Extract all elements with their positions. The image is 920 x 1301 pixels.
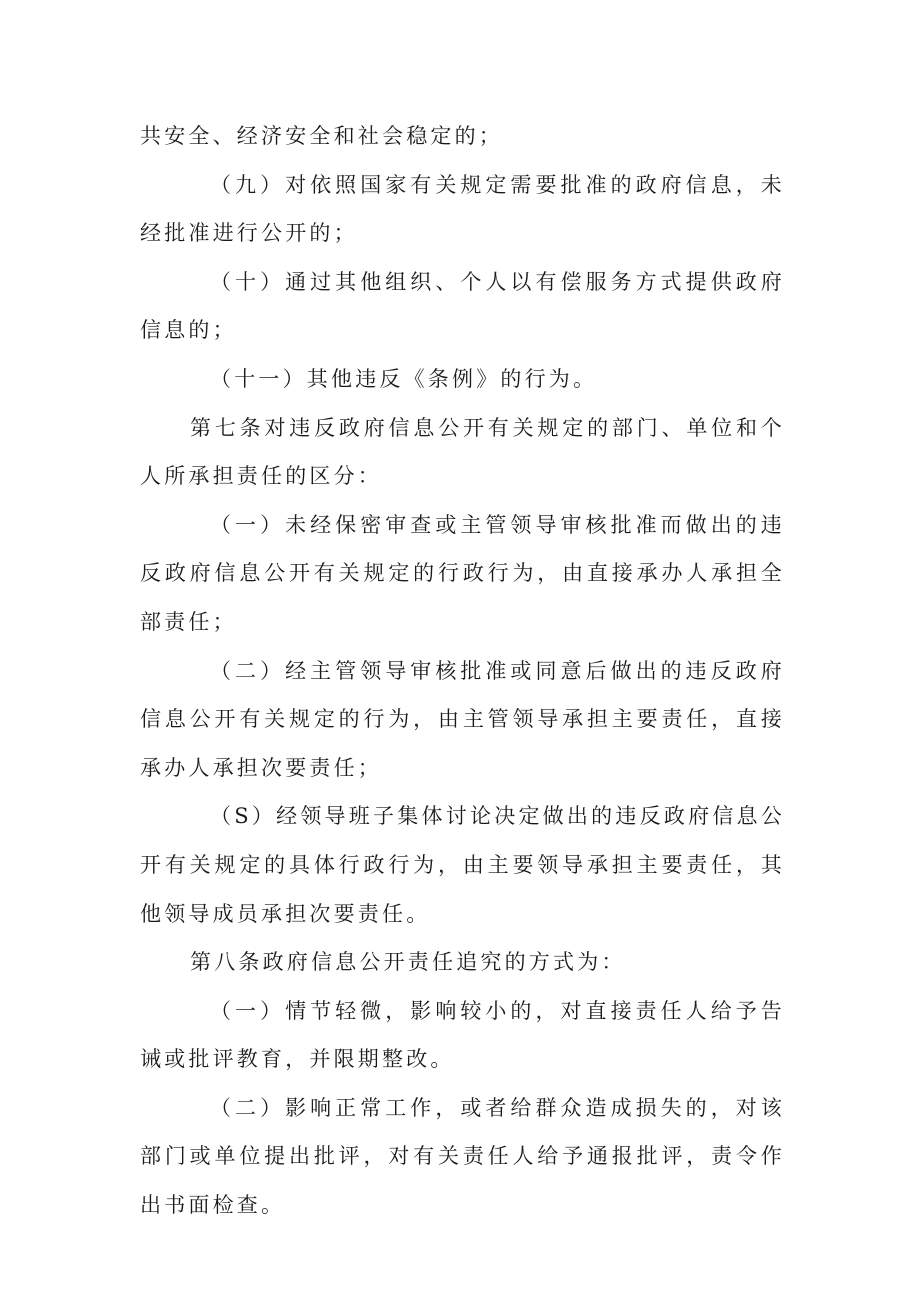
paragraph-continuation: 共安全、经济安全和社会稳定的； <box>140 124 503 148</box>
paragraph-article-eight-item-one: （一）情节轻微，影响较小的，对直接责任人给予告诫或批评教育，并限期整改。 <box>140 998 785 1072</box>
paragraph-item-ten: （十）通过其他组织、个人以有偿服务方式提供政府信息的； <box>140 269 785 343</box>
paragraph-article-seven: 第七条对违反政府信息公开有关规定的部门、单位和个人所承担责任的区分： <box>140 415 785 489</box>
document-body <box>140 112 785 1230</box>
paragraph-article-seven-item-two: （二）经主管领导审核批准或同意后做出的违反政府信息公开有关规定的行为，由主管领导承担主要责任，直接承办人承担次要责任； <box>140 658 785 780</box>
paragraph-item-eleven: （十一）其他违反《条例》的行为。 <box>210 366 598 391</box>
paragraph-article-eight: 第八条政府信息公开责任追究的方式为： <box>190 950 626 975</box>
paragraph-article-seven-item-three: （S）经领导班子集体讨论决定做出的违反政府信息公开有关规定的具体行政行为，由主要领导承担主要责任，其他领导成员承担次要责任。 <box>140 804 785 926</box>
paragraph-item-nine: （九）对依照国家有关规定需要批准的政府信息，未经批准进行公开的； <box>140 172 785 246</box>
paragraph-article-seven-item-one: （一）未经保密审查或主管领导审核批准而做出的违反政府信息公开有关规定的行政行为，由直接承办人承担全部责任； <box>140 512 785 634</box>
paragraph-article-eight-item-two: （二）影响正常工作，或者给群众造成损失的，对该部门或单位提出批评，对有关责任人给予通报批评，责令作出书面检查。 <box>140 1095 785 1218</box>
